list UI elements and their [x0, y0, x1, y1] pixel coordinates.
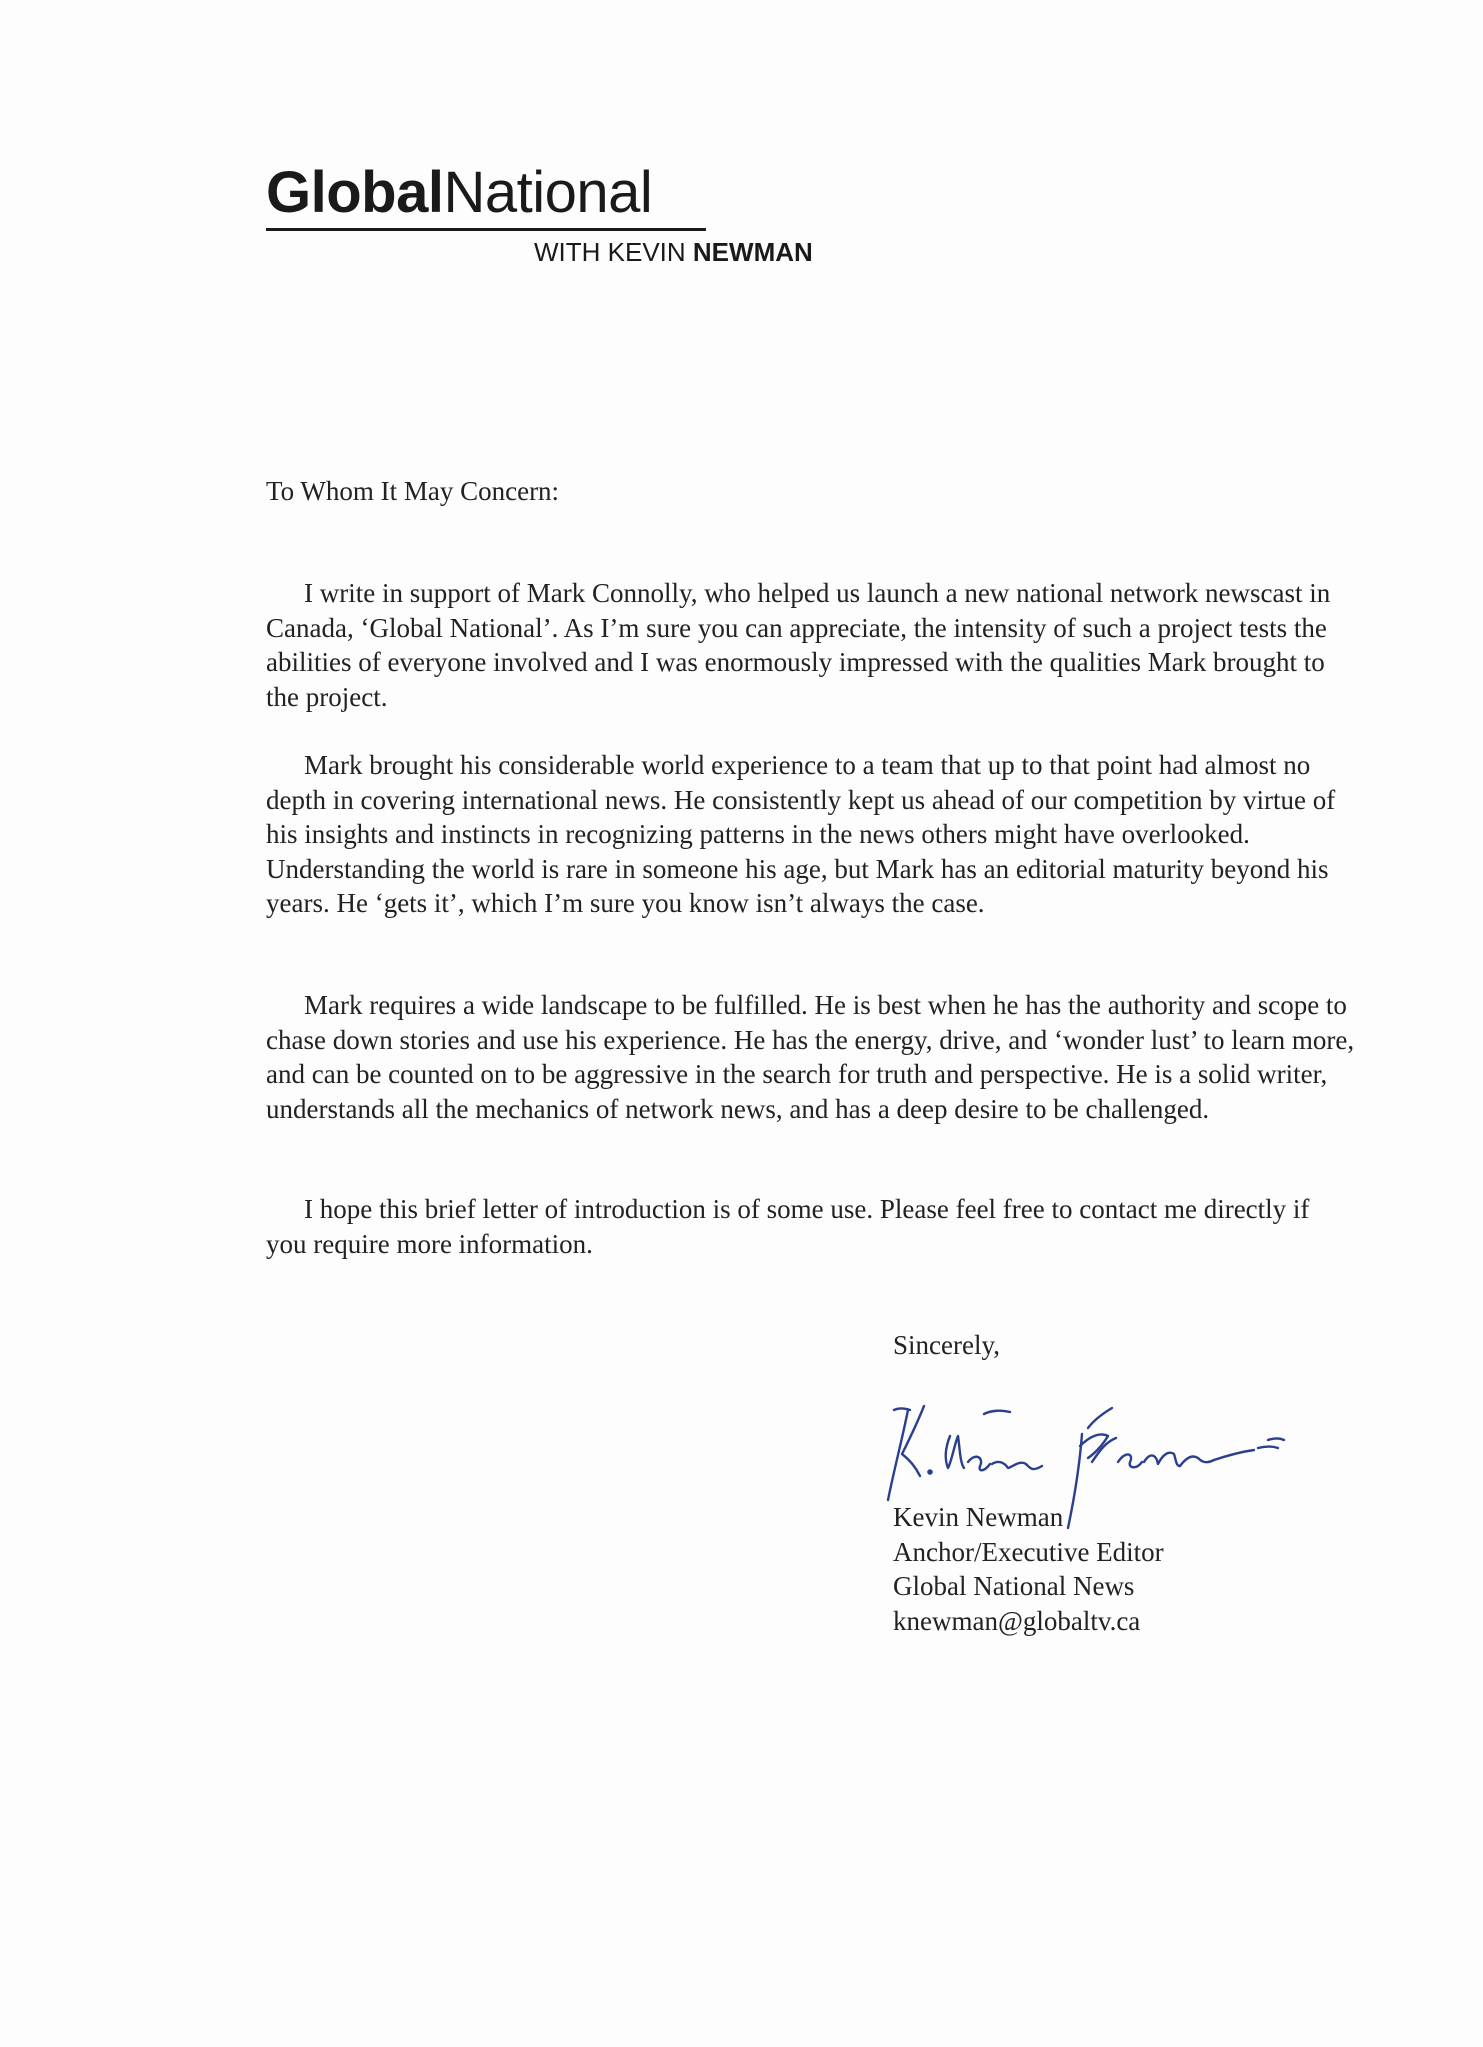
brand-logo-bold: Global: [266, 160, 444, 225]
tagline-bold: NEWMAN: [692, 237, 813, 267]
tagline-prefix: WITH KEVIN: [534, 237, 693, 267]
salutation: To Whom It May Concern:: [266, 476, 560, 506]
brand-logo-regular: National: [443, 160, 653, 225]
paragraph-4: I hope this brief letter of introduction is of some use. Please feel free to contact me directly if you require more information.: [266, 1194, 1310, 1259]
brand-logo: [266, 160, 886, 226]
brand-tagline: [534, 237, 886, 267]
closing: Sincerely,: [893, 1330, 1000, 1360]
letterhead: [266, 160, 886, 267]
signer-name: Kevin Newman: [893, 1502, 1064, 1532]
signature-block: [893, 1500, 1164, 1638]
brand-underline: [266, 228, 706, 231]
paragraph-3: Mark requires a wide landscape to be fulfilled. He is best when he has the authority and scope to chase down stories and use his experience. He has the energy, drive, and ‘wonder lust’ to learn more, and can be counted on to be aggressive in the search for truth and perspective. He is a solid writer, understands all the mechanics of network news, and has a deep desire to be challenged.: [266, 990, 1355, 1124]
signer-email: knewman@globaltv.ca: [893, 1605, 1141, 1636]
paragraph-2: Mark brought his considerable world experience to a team that up to that point had almost no depth in covering international news. He consistently kept us ahead of our competition by virtue of his insights and instincts in recognizing patterns in the news others might have overlooked. Understanding the world is rare in someone his age, but Mark has an editorial maturity beyond his years. He ‘gets it’, which I’m sure you know isn’t always the case.: [266, 750, 1336, 918]
signer-title: Anchor/Executive Editor: [893, 1536, 1164, 1567]
signer-organization: Global National News: [893, 1571, 1135, 1601]
paragraph-1: I write in support of Mark Connolly, who helped us launch a new national network newscast in Canada, ‘Global National’. As I’m sure you can appreciate, the intensity of such a project tests the abilities of everyone involved and I was enormously impressed with the qualities Mark brought to the project.: [266, 578, 1331, 712]
